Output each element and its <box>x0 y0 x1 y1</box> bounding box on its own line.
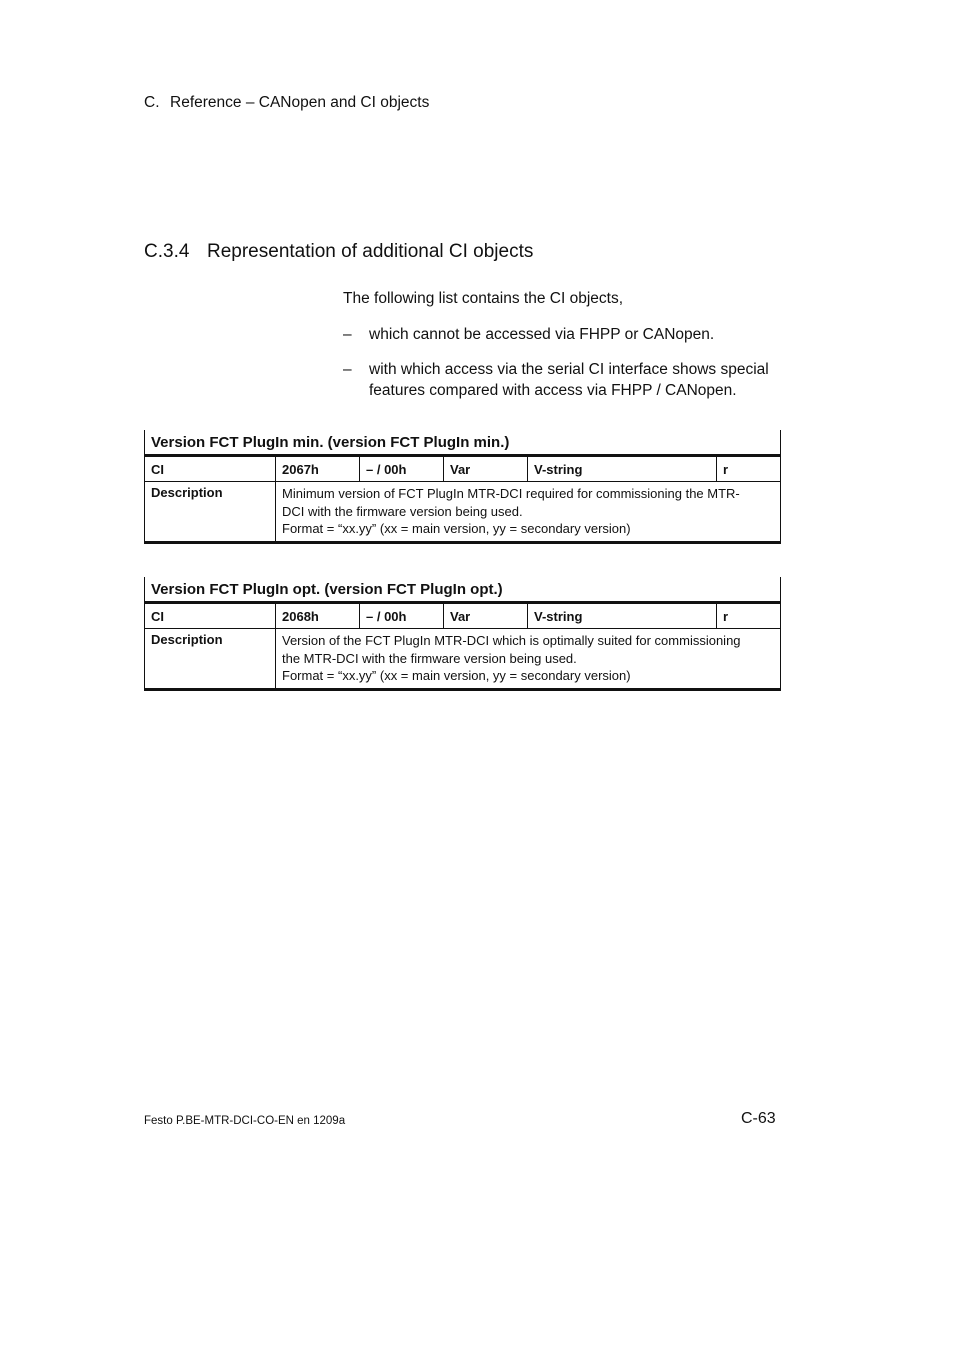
ci-index: 2067h <box>276 456 360 482</box>
description-line: Format = “xx.yy” (xx = main version, yy = secondary version) <box>282 668 631 683</box>
description-text <box>276 629 781 690</box>
description-line: Format = “xx.yy” (xx = main version, yy = secondary version) <box>282 521 631 536</box>
ci-access: r <box>717 456 781 482</box>
list-item <box>343 359 783 401</box>
section-heading <box>144 241 533 263</box>
intro-list <box>343 324 783 401</box>
table-title: Version FCT PlugIn min. (version FCT PlugIn min.) <box>145 430 781 456</box>
ci-object-table-2067h <box>144 430 781 544</box>
description-label: Description <box>145 482 276 543</box>
page-number: C-63 <box>741 1110 776 1127</box>
list-item-text: with which access via the serial CI interface shows special features compared with access via FHPP / CANopen. <box>369 361 769 399</box>
table-row <box>145 629 781 690</box>
description-line: the MTR-DCI with the firmware version being used. <box>282 650 577 666</box>
list-dash: – <box>343 361 352 378</box>
description-line: DCI with the firmware version being used. <box>282 503 523 519</box>
list-dash: – <box>343 326 352 343</box>
intro-block <box>343 288 783 415</box>
section-title: Representation of additional CI objects <box>207 241 534 262</box>
ci-subindex: – / 00h <box>360 603 444 629</box>
description-line: Minimum version of FCT PlugIn MTR-DCI required for commissioning the MTR- <box>282 486 740 501</box>
ci-data-type: V-string <box>528 603 717 629</box>
ci-object-type: Var <box>444 603 528 629</box>
ci-index: 2068h <box>276 603 360 629</box>
ci-access: r <box>717 603 781 629</box>
description-text <box>276 482 781 543</box>
page-header <box>144 94 429 112</box>
ci-label: CI <box>145 603 276 629</box>
table-title: Version FCT PlugIn opt. (version FCT PlugIn opt.) <box>145 577 781 603</box>
table-row <box>145 482 781 543</box>
ci-subindex: – / 00h <box>360 456 444 482</box>
footer-doc-id: Festo P.BE-MTR-DCI-CO-EN en 1209a <box>144 1115 346 1127</box>
intro-lead: The following list contains the CI objects, <box>343 290 623 307</box>
ci-object-table-2068h <box>144 577 781 691</box>
list-item <box>343 324 783 345</box>
table-row <box>145 456 781 482</box>
section-number: C.3.4 <box>144 241 190 262</box>
ci-object-type: Var <box>444 456 528 482</box>
ci-data-type: V-string <box>528 456 717 482</box>
table-title-row <box>145 430 781 456</box>
list-item-text: which cannot be accessed via FHPP or CANopen. <box>369 326 715 343</box>
chapter-title: Reference – CANopen and CI objects <box>170 94 430 111</box>
description-line: Version of the FCT PlugIn MTR-DCI which is optimally suited for commissioning <box>282 633 741 648</box>
table-title-row <box>145 577 781 603</box>
ci-label: CI <box>145 456 276 482</box>
table-row <box>145 603 781 629</box>
description-label: Description <box>145 629 276 690</box>
chapter-number: C. <box>144 94 160 111</box>
